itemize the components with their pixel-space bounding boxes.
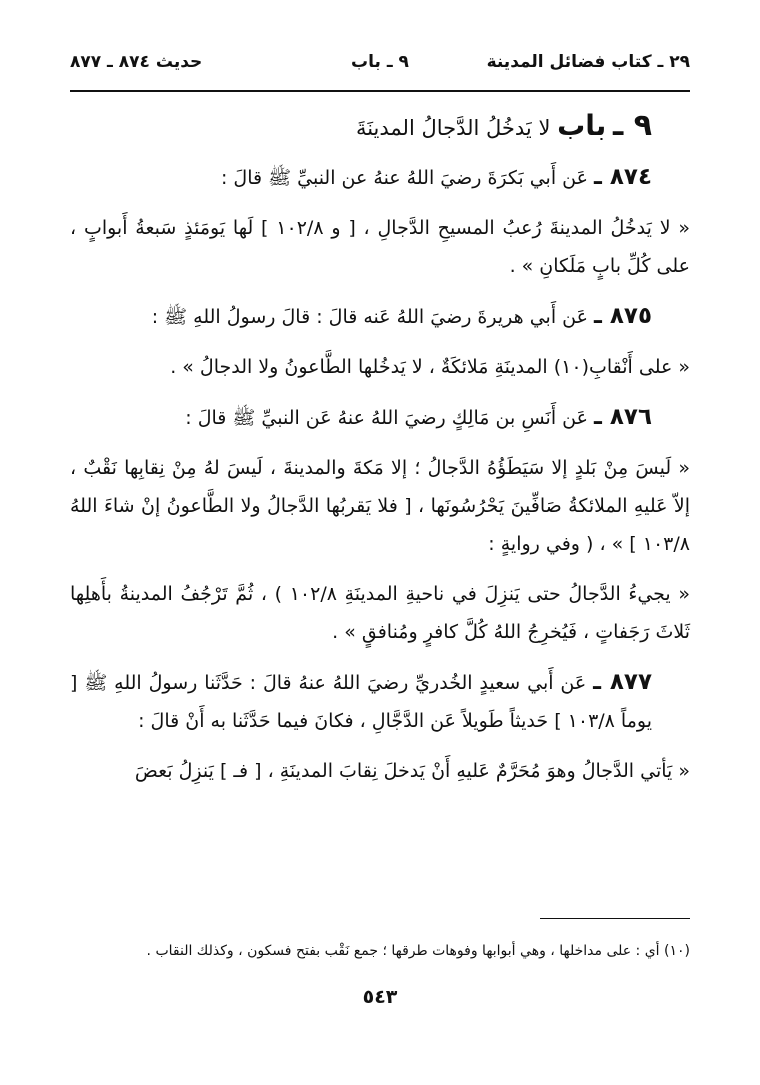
hadith-intro	[70, 663, 690, 740]
running-header	[70, 44, 690, 80]
footnote: (١٠) أي : على مداخلها ، وهي أبوابها وفوهات طرقها ؛ جمع نَقْب بفتح فسكون ، وكذلك النقاب .	[146, 943, 690, 959]
hadith-number: ٨٧٥ ـ	[594, 303, 652, 329]
hadith-isnad: عَن أَنَسِ بن مَالِكٍ رضيَ اللهُ عنهُ عَن النبيِّ ﷺ قالَ :	[185, 407, 588, 429]
hadith-isnad: عَن أَبي سعيدٍ الخُدريِّ رضيَ اللهُ عنهُ قالَ : حَدَّثَنا رسولُ اللهِ ﷺ [ يوماً ١٠٣/٨ ] حَديثاً طَويلاً عَن الدَّجَّالِ ، فكانَ فيما حَدَّثَنا به أَنْ قالَ :	[70, 672, 652, 732]
hadith-intro	[70, 297, 690, 336]
hadith-intro	[70, 398, 690, 437]
hadith-number: ٨٧٤ ـ	[594, 164, 652, 190]
chapter-word: باب	[557, 109, 607, 142]
hadith-isnad: عَن أَبي بَكرَةَ رضيَ اللهُ عنهُ عن النبيِّ ﷺ قالَ :	[220, 167, 588, 189]
hadith-text: « لا يَدخُلُ المدينةَ رُعبُ المسيحِ الدَّجالِ ، [ و ١٠٢/٨ ] لَها يَومَئذٍ سَبعةُ أَبوابٍ ، على كُلِّ بابٍ مَلَكانِ » .	[70, 217, 690, 277]
hadith-isnad: عَن أَبي هريرةَ رضيَ اللهُ عَنه قالَ : قالَ رسولُ اللهِ ﷺ :	[151, 306, 588, 328]
hadith-text: « لَيسَ مِنْ بَلدٍ إلا سَيَطَؤُهُ الدَّجالُ ؛ إلا مَكةَ والمدينةَ ، لَيسَ لهُ مِنْ نِقابِها نَقْبٌ ، إلاّ عَليهِ الملائكةُ صَافِّينَ يَحْرُسُونَها ، [ فلا يَقربُها الدَّجالُ ولا الطَّاعونُ إنْ شاءَ اللهُ ١٠٣/٨ ] » ، ( وفي روايةٍ :	[70, 457, 690, 555]
header-book-title: ٢٩ ـ كتاب فضائل المدينة	[486, 52, 690, 72]
main-text	[70, 100, 690, 802]
chapter-number: ٩ ـ	[612, 108, 652, 143]
chapter-title	[70, 106, 652, 148]
hadith-text: « على أَنْقابِ(١٠) المدينَةِ مَلائكَةٌ ، لا يَدخُلها الطَّاعونُ ولا الدجالُ » .	[170, 356, 690, 378]
hadith-text: « يَأتي الدَّجالُ وهوَ مُحَرَّمٌ عَليهِ أَنْ يَدخلَ نِقابَ المدينَةِ ، [ فـ ] يَنزِلُ بَعضَ	[134, 760, 690, 782]
header-rule	[70, 90, 690, 92]
footnote-rule	[540, 918, 690, 919]
header-hadith-range: حديث ٨٧٤ ـ ٨٧٧	[70, 52, 203, 72]
hadith-number: ٨٧٦ ـ	[594, 404, 652, 430]
hadith-number: ٨٧٧ ـ	[593, 669, 652, 695]
page-number: ٥٤٣	[362, 986, 398, 1008]
chapter-heading: لا يَدخُلُ الدَّجالُ المدينَةَ	[355, 116, 551, 140]
header-chapter: ٩ ـ باب	[351, 52, 409, 72]
hadith-text: « يجيءُ الدَّجالُ حتى يَنزِلَ في ناحيةِ المدينَةِ ١٠٢/٨ ) ، ثُمَّ تَرْجُفُ المدينةُ بأَهلِها ثَلاثَ رَجَفاتٍ ، فَيُخرِجُ اللهُ كُلَّ كافرٍ ومُنافقٍ » .	[70, 583, 690, 643]
hadith-intro	[70, 158, 690, 197]
